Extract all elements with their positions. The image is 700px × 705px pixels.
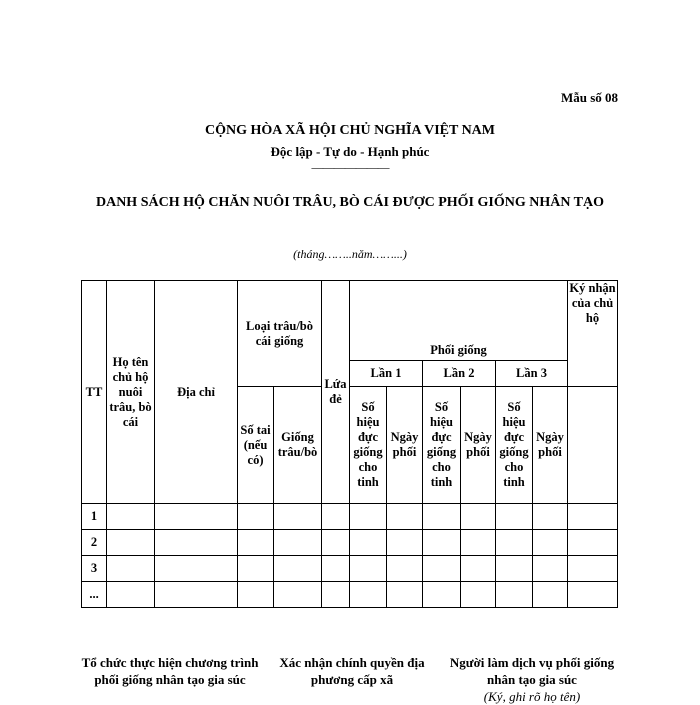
table-row <box>82 582 618 608</box>
national-motto: Độc lập - Tự do - Hạnh phúc <box>270 144 430 159</box>
header-ear-tag: Số tai (nếu có) <box>238 387 274 504</box>
signature-technician-label: Người làm dịch vụ phối giống nhân tạo gia súc <box>449 655 615 687</box>
header-breeding: Phối giống <box>350 281 568 361</box>
header-semen-id-1: Số hiệu đực giống cho tinh <box>350 387 387 504</box>
table-row <box>82 530 618 556</box>
header-date-2: Ngày phối <box>461 387 496 504</box>
header-litter: Lứa đẻ <box>322 281 350 504</box>
header-semen-id-3: Số hiệu đực giống cho tinh <box>496 387 533 504</box>
header-round-2: Lần 2 <box>423 361 496 387</box>
header-date-3: Ngày phối <box>533 387 568 504</box>
header-round-3: Lần 3 <box>496 361 568 387</box>
breeding-table <box>81 280 618 608</box>
header-round-1: Lần 1 <box>350 361 423 387</box>
header-tt: TT <box>82 281 107 504</box>
signature-organizer <box>80 654 260 688</box>
header-address: Địa chỉ <box>155 281 238 504</box>
country-name: CỘNG HÒA XÃ HỘI CHỦ NGHĨA VIỆT NAM <box>204 123 495 138</box>
form-number: Mẫu số 08 <box>560 90 618 105</box>
header-semen-id-2: Số hiệu đực giống cho tinh <box>423 387 461 504</box>
row-number: ... <box>82 582 107 608</box>
row-number: 2 <box>82 530 107 556</box>
signature-commune <box>262 654 442 688</box>
header-breed: Giống trâu/bò <box>274 387 322 504</box>
signature-commune-label: Xác nhận chính quyền địa phương cấp xã <box>279 655 425 687</box>
signature-technician-note: (Ký, ghi rõ họ tên) <box>483 689 581 704</box>
header-rule: ——————— <box>311 160 389 174</box>
table-row <box>82 556 618 582</box>
header-animal-type: Loại trâu/bò cái giống <box>238 281 322 387</box>
signature-technician <box>446 654 618 705</box>
header-owner-sign: Ký nhận của chủ hộ <box>568 281 618 387</box>
reporting-period: (tháng……..năm……...) <box>293 247 407 261</box>
row-number: 1 <box>82 504 107 530</box>
header-sign-blank <box>568 387 618 504</box>
header-owner-name: Họ tên chủ hộ nuôi trâu, bò cái <box>107 281 155 504</box>
header-date-1: Ngày phối <box>387 387 423 504</box>
document-title: DANH SÁCH HỘ CHĂN NUÔI TRÂU, BÒ CÁI ĐƯỢC PHỐI GIỐNG NHÂN TẠO <box>95 195 605 210</box>
signature-organizer-label: Tổ chức thực hiện chương trình phối giống nhân tạo gia súc <box>81 655 259 687</box>
row-number: 3 <box>82 556 107 582</box>
table-row <box>82 504 618 530</box>
